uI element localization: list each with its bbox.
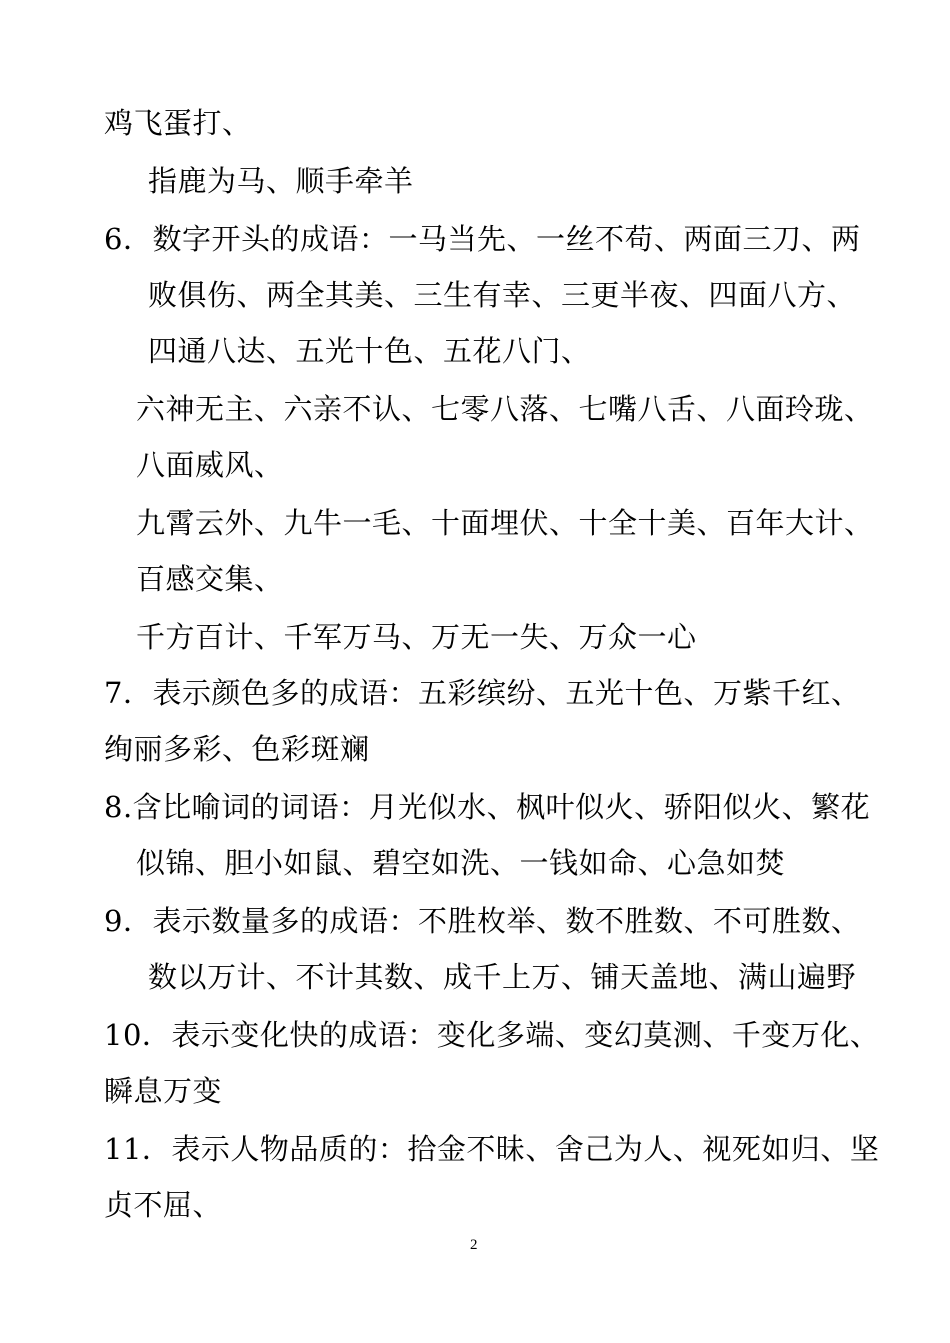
text-line: 六神无主、六亲不认、七零八落、七嘴八舌、八面玲珑、 bbox=[136, 392, 874, 426]
text-line: 10．表示变化快的成语：变化多端、变幻莫测、千变万化、 bbox=[104, 1018, 880, 1052]
text-line: 7．表示颜色多的成语：五彩缤纷、五光十色、万紫千红、 bbox=[104, 676, 861, 710]
text-line: 贞不屈、 bbox=[104, 1188, 223, 1222]
text-line: 瞬息万变 bbox=[104, 1074, 223, 1108]
text-line: 似锦、胆小如鼠、碧空如洗、一钱如命、心急如焚 bbox=[136, 846, 786, 880]
text-line: 9．表示数量多的成语：不胜枚举、数不胜数、不可胜数、 bbox=[104, 904, 861, 938]
text-line: 千方百计、千军万马、万无一失、万众一心 bbox=[136, 620, 697, 654]
text-line: 九霄云外、九牛一毛、十面埋伏、十全十美、百年大计、 bbox=[136, 506, 874, 540]
text-line: 败俱伤、两全其美、三生有幸、三更半夜、四面八方、 bbox=[148, 278, 857, 312]
text-line: 八面威风、 bbox=[136, 448, 284, 482]
text-line: 百感交集、 bbox=[136, 562, 284, 596]
text-line: 绚丽多彩、色彩斑斓 bbox=[104, 732, 370, 766]
text-line: 6．数字开头的成语：一马当先、一丝不苟、两面三刀、两 bbox=[104, 222, 861, 256]
text-line: 指鹿为马、顺手牵羊 bbox=[148, 164, 414, 198]
text-line: 8.含比喻词的词语：月光似水、枫叶似火、骄阳似火、繁花 bbox=[104, 790, 871, 824]
page-number: 2 bbox=[470, 1237, 478, 1253]
text-line: 11．表示人物品质的：拾金不昧、舍己为人、视死如归、坚 bbox=[104, 1132, 880, 1166]
text-line: 数以万计、不计其数、成千上万、铺天盖地、满山遍野 bbox=[148, 960, 857, 994]
text-line: 四通八达、五光十色、五花八门、 bbox=[148, 334, 591, 368]
text-line: 鸡飞蛋打、 bbox=[104, 106, 252, 140]
